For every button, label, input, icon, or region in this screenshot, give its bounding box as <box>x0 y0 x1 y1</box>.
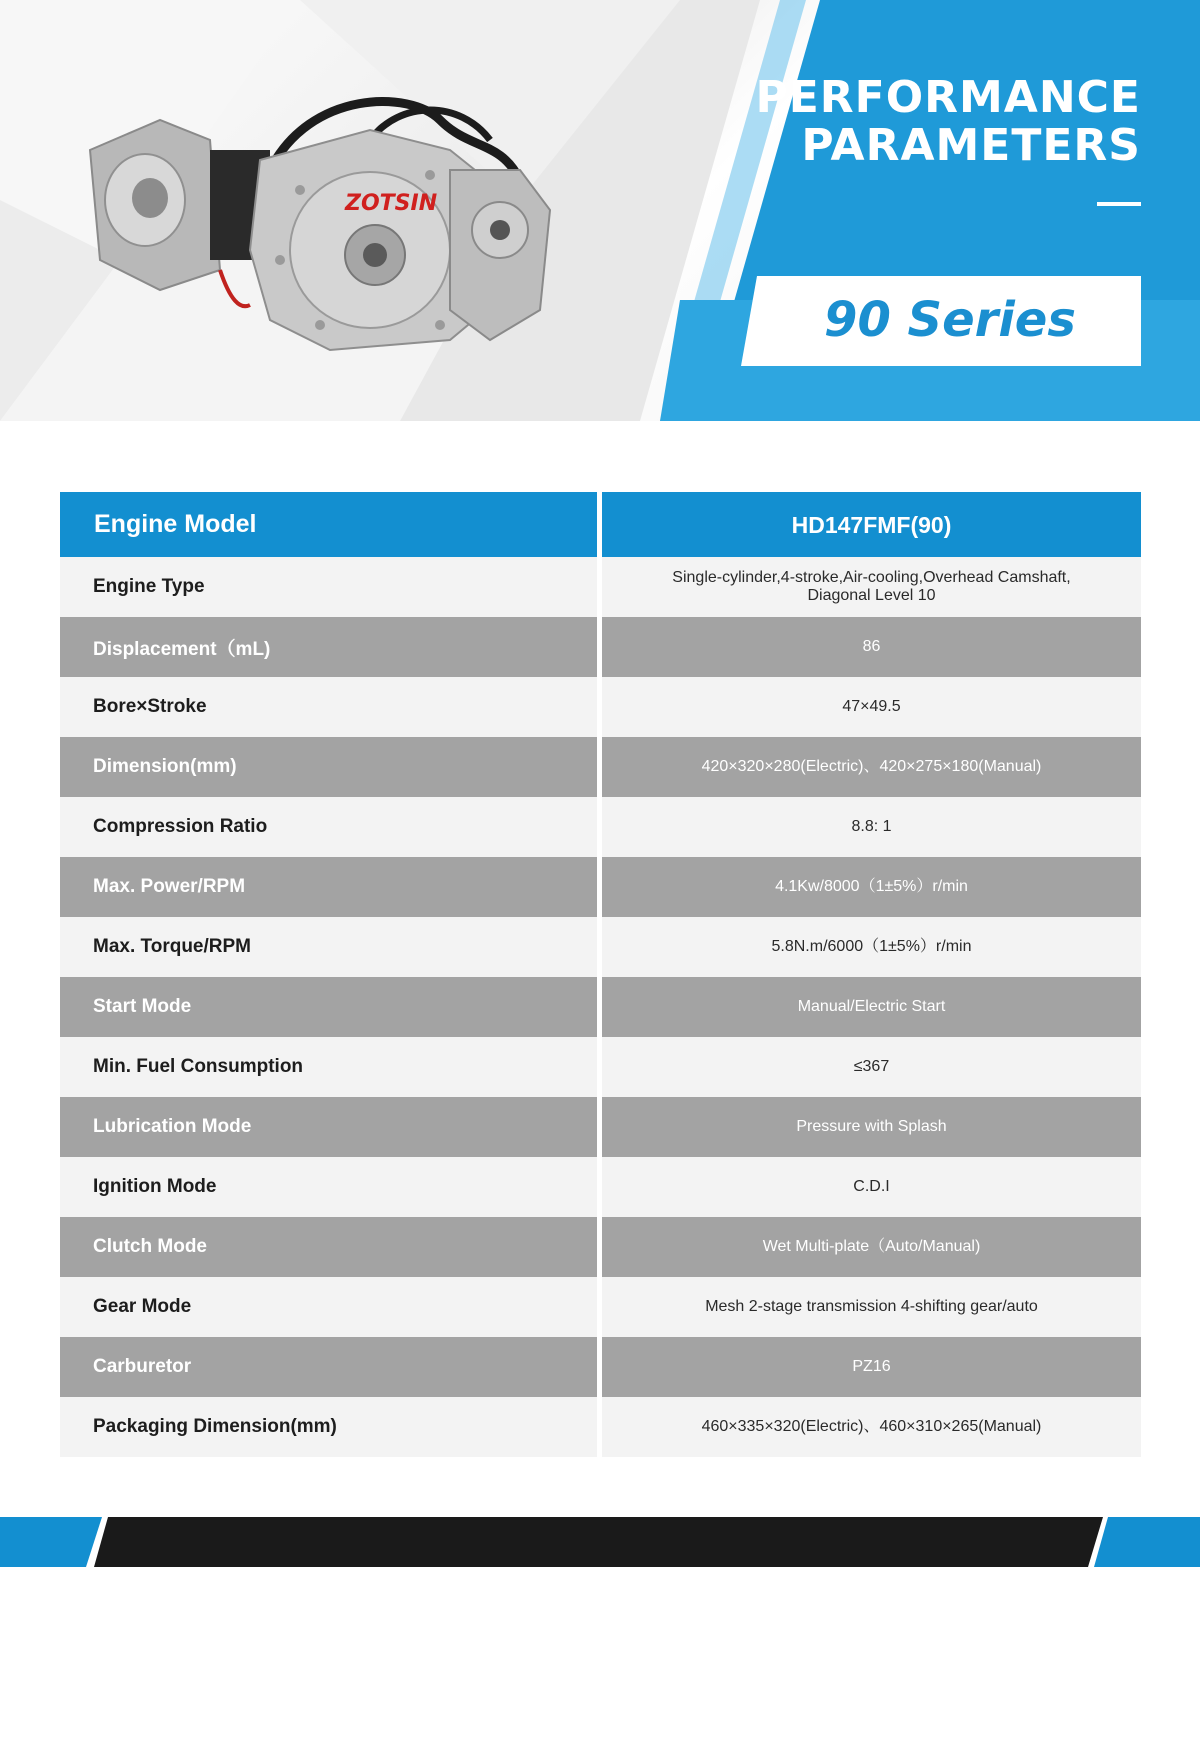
row-label-cell <box>60 557 597 617</box>
table-row <box>60 1397 1141 1457</box>
row-label-cell <box>60 677 597 737</box>
row-value-cell <box>602 617 1141 677</box>
row-label-cell <box>60 737 597 797</box>
hero-banner <box>0 0 1200 421</box>
row-value: Wet Multi-plate（Auto/Manual) <box>762 1238 981 1255</box>
header-value: HD147FMF(90) <box>791 511 952 538</box>
table-row <box>60 917 1141 977</box>
row-value: 86 <box>862 638 881 655</box>
title-underline <box>1097 202 1141 206</box>
row-value-cell <box>602 857 1141 917</box>
row-label: Lubrication Mode <box>93 1116 252 1137</box>
table-row <box>60 857 1141 917</box>
row-label-cell <box>60 617 597 677</box>
row-value: C.D.I <box>853 1178 890 1195</box>
table-row <box>60 617 1141 677</box>
table-row <box>60 1277 1141 1337</box>
row-label: Min. Fuel Consumption <box>93 1056 304 1077</box>
table-row <box>60 557 1141 617</box>
row-value: ≤367 <box>853 1058 890 1075</box>
row-value: 4.1Kw/8000（1±5%）r/min <box>775 878 968 895</box>
row-label: Packaging Dimension(mm) <box>93 1416 337 1437</box>
row-value: Mesh 2-stage transmission 4-shifting gear/auto <box>705 1298 1038 1315</box>
row-label-cell <box>60 1157 597 1217</box>
row-label-cell <box>60 1037 597 1097</box>
footer-band <box>0 1517 1200 1567</box>
row-value-cell <box>602 1097 1141 1157</box>
row-value-cell <box>602 737 1141 797</box>
row-label-cell <box>60 1097 597 1157</box>
row-value-cell <box>602 1217 1141 1277</box>
row-value-cell <box>602 917 1141 977</box>
row-value: PZ16 <box>852 1358 891 1375</box>
row-label: Clutch Mode <box>93 1236 207 1257</box>
row-value: 460×335×320(Electric)、460×310×265(Manual) <box>701 1418 1042 1435</box>
row-label: Dimension(mm) <box>93 756 237 777</box>
title-line-2: PARAMETERS <box>801 120 1141 171</box>
table-row <box>60 737 1141 797</box>
row-label-cell <box>60 977 597 1037</box>
row-value-cell <box>602 677 1141 737</box>
row-value-cell <box>602 1397 1141 1457</box>
row-label-cell <box>60 1337 597 1397</box>
table-row <box>60 1337 1141 1397</box>
row-value-cell <box>602 1277 1141 1337</box>
row-value: Pressure with Splash <box>796 1118 947 1135</box>
row-label-cell <box>60 1397 597 1457</box>
row-label: Displacement（mL) <box>93 638 271 660</box>
row-label: Bore×Stroke <box>93 696 207 717</box>
row-value-cell <box>602 557 1141 617</box>
title-line-1: PERFORMANCE <box>755 72 1141 123</box>
row-value: Manual/Electric Start <box>797 998 946 1015</box>
table-row <box>60 677 1141 737</box>
row-value: 5.8N.m/6000（1±5%）r/min <box>771 938 972 955</box>
header-label: Engine Model <box>94 510 257 538</box>
row-label: Max. Power/RPM <box>93 876 246 897</box>
row-value-cell <box>602 797 1141 857</box>
row-label: Gear Mode <box>93 1296 192 1317</box>
row-label: Engine Type <box>93 576 205 597</box>
row-value: 8.8: 1 <box>851 818 892 835</box>
engine-brand-logo: ZOTSIN <box>345 191 438 216</box>
row-label-cell <box>60 1277 597 1337</box>
table-row <box>60 1037 1141 1097</box>
header-label-cell <box>60 492 597 557</box>
spec-table <box>60 492 1141 1457</box>
row-label: Start Mode <box>93 996 192 1017</box>
row-value: Single-cylinder,4-stroke,Air-cooling,Overhead Camshaft, Diagonal Level 10 <box>672 569 1071 604</box>
table-row <box>60 1097 1141 1157</box>
row-value-cell <box>602 1157 1141 1217</box>
table-row <box>60 977 1141 1037</box>
row-value-cell <box>602 1037 1141 1097</box>
row-label-cell <box>60 857 597 917</box>
table-row <box>60 1217 1141 1277</box>
row-label-cell <box>60 1217 597 1277</box>
row-value: 420×320×280(Electric)、420×275×180(Manual) <box>701 758 1042 775</box>
row-label: Ignition Mode <box>93 1176 217 1197</box>
row-label: Carburetor <box>93 1356 192 1377</box>
page-title <box>755 74 1141 170</box>
row-value-cell <box>602 1337 1141 1397</box>
row-label: Max. Torque/RPM <box>93 936 251 957</box>
row-label-cell <box>60 797 597 857</box>
row-value: 47×49.5 <box>842 698 901 715</box>
table-row <box>60 797 1141 857</box>
table-header-row <box>60 492 1141 557</box>
table-row <box>60 1157 1141 1217</box>
engine-photo <box>70 80 610 380</box>
header-value-cell <box>602 492 1141 557</box>
series-label: 90 Series <box>824 292 1076 348</box>
row-label-cell <box>60 917 597 977</box>
row-label: Compression Ratio <box>93 816 268 837</box>
row-value-cell <box>602 977 1141 1037</box>
